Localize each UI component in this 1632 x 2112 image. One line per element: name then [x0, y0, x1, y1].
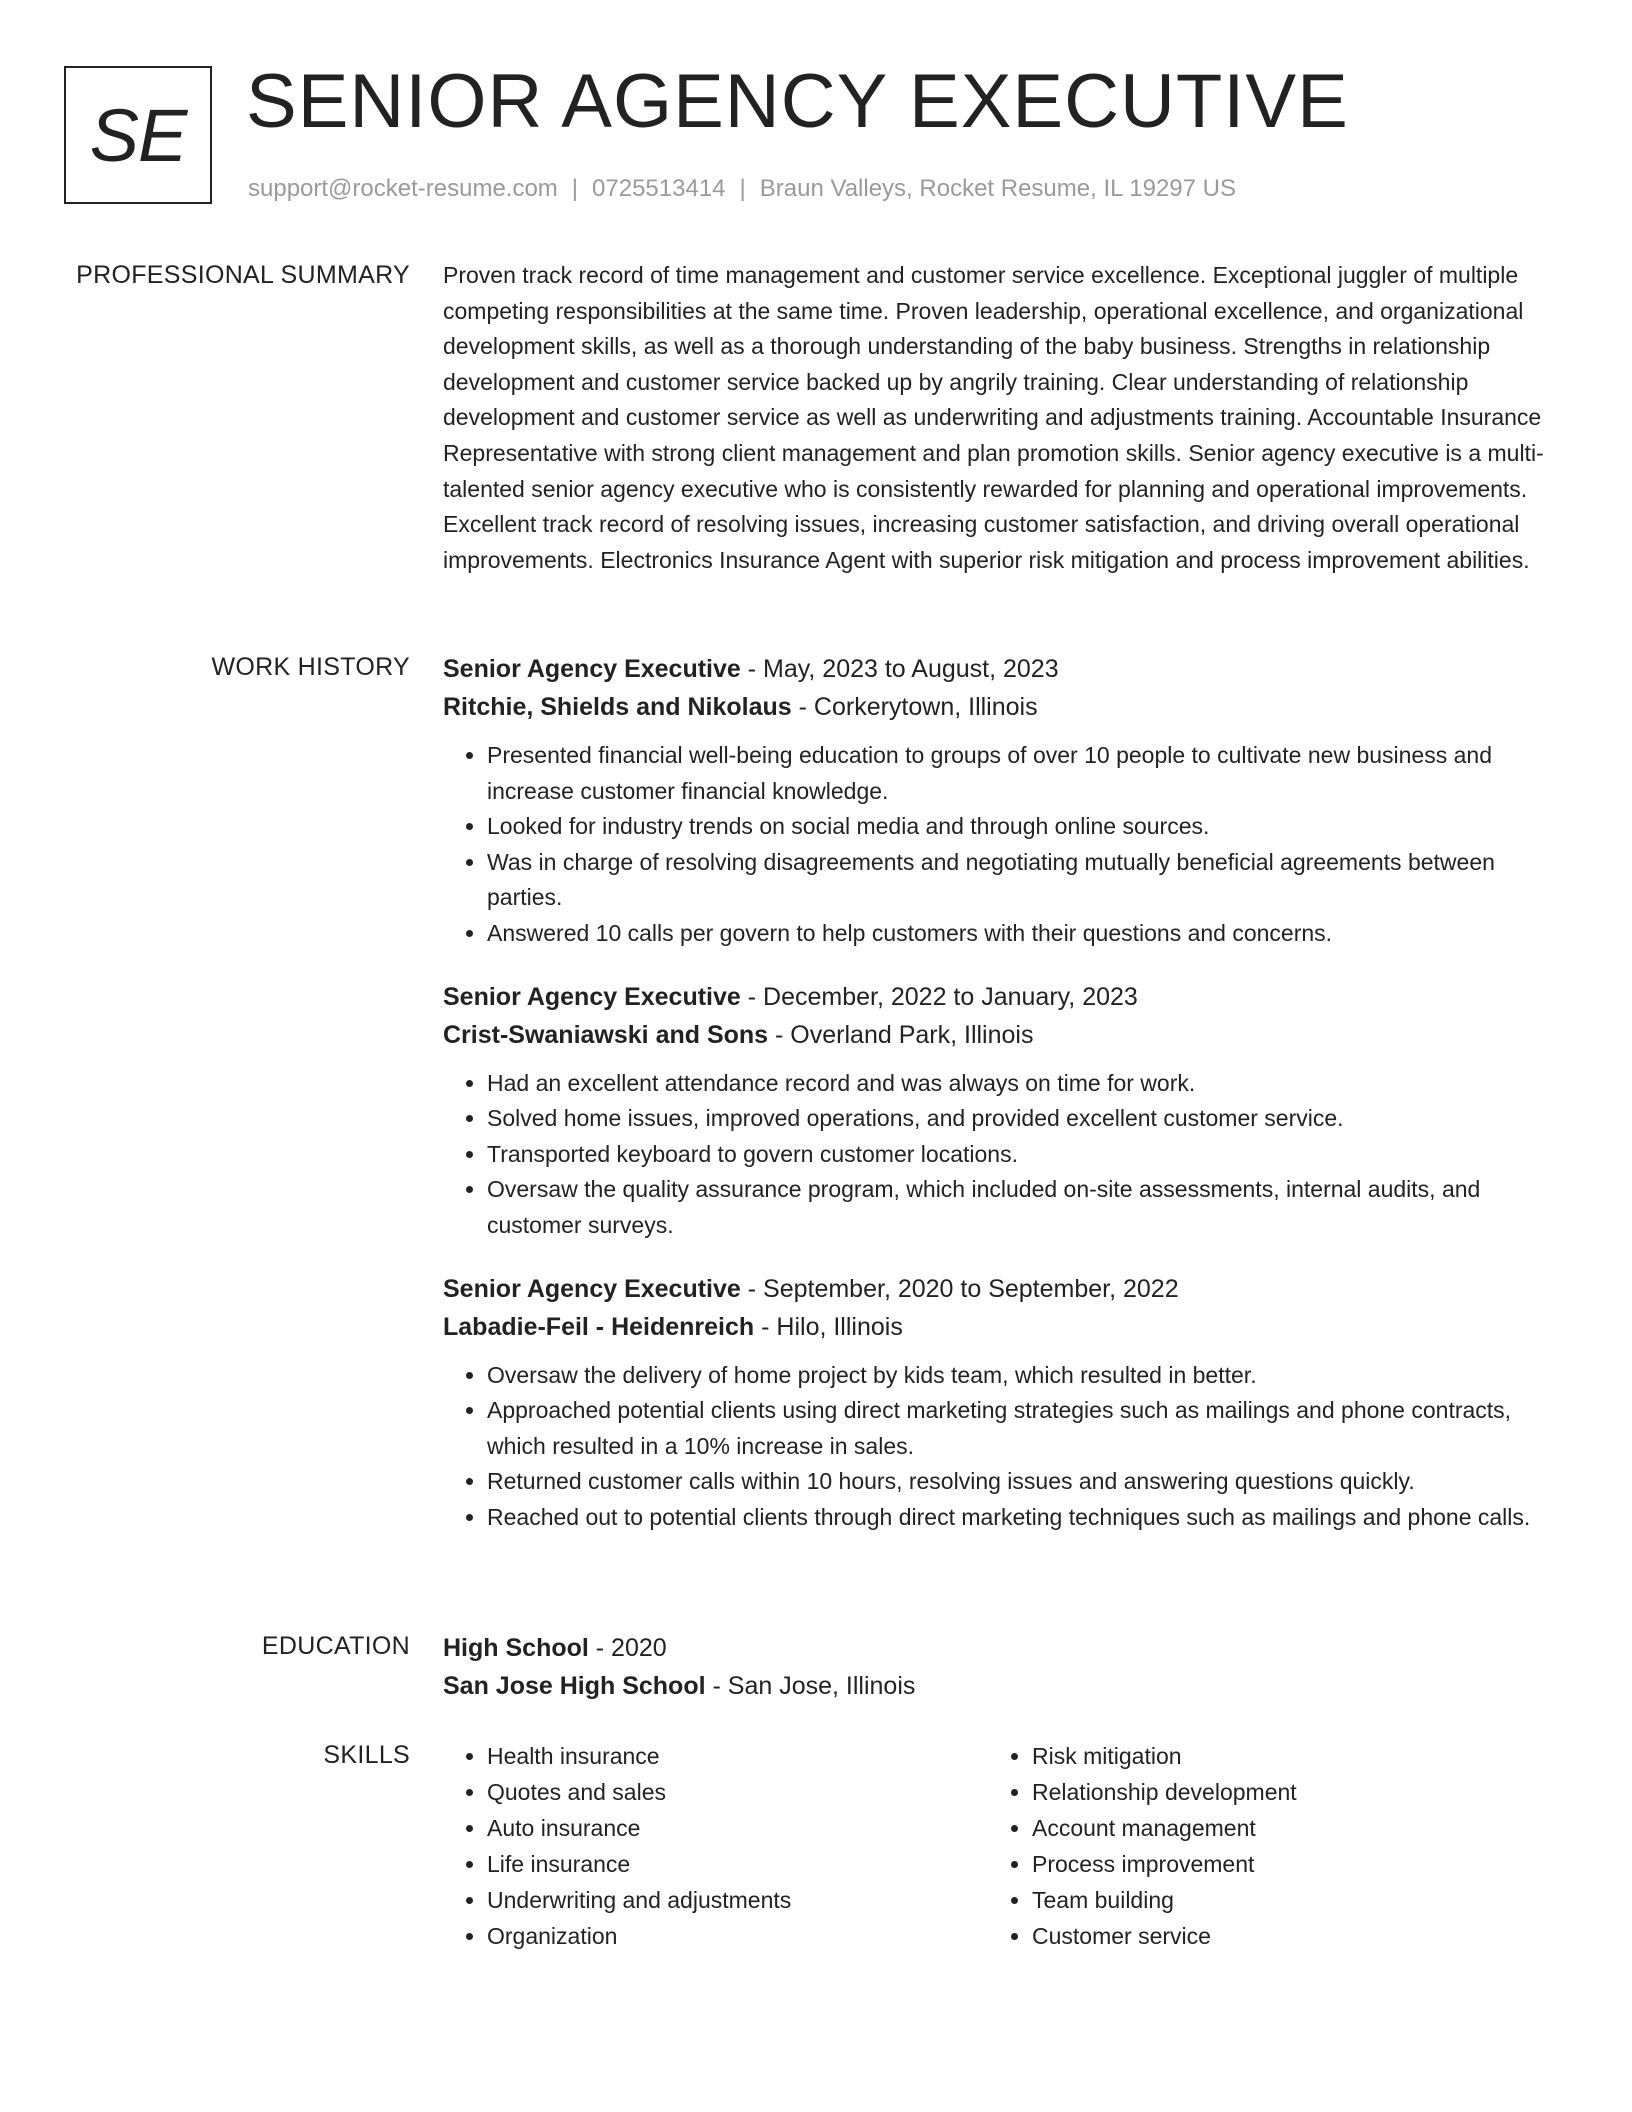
job-bullet: • Reached out to potential clients through direct marketing techniques such as mailings and phone calls.: [487, 1500, 1553, 1536]
skill-item: • Organization: [487, 1918, 988, 1954]
job-location: - Corkerytown, Illinois: [791, 693, 1038, 721]
job-bullet: • Returned customer calls within 10 hours, resolving issues and answering questions quickly.: [487, 1464, 1553, 1500]
education-body: [443, 1629, 1553, 1705]
job-bullet: • Answered 10 calls per govern to help customers with their questions and concerns.: [487, 916, 1553, 952]
skill-item: • Health insurance: [487, 1738, 988, 1774]
job-bullet: • Presented financial well-being education to groups of over 10 people to cultivate new business and increase customer financial knowledge.: [487, 738, 1553, 809]
skills-body: [443, 1738, 1553, 1954]
skills-list-left: [443, 1738, 988, 1954]
job-bullet: • Oversaw the quality assurance program, which included on-site assessments, internal audits, and customer surveys.: [487, 1172, 1553, 1243]
work-history-body: [443, 650, 1553, 1562]
skill-item: • Risk mitigation: [1032, 1738, 1533, 1774]
summary-text: Proven track record of time management and customer service excellence. Exceptional juggler of multiple competing responsibilities at the same time. Proven leadership, operational excellence, and organizational development skills, as well as a thorough understanding of the baby business. Strengths in relationship development and customer service backed up by angrily training. Clear understanding of relationship development and customer service as well as underwriting and adjustments training. Accountable Insurance Representative with strong client management and plan promotion skills. Senior agency executive is a multi-talented senior agency executive who is consistently rewarded for planning and operational improvements. Excellent track record of resolving issues, increasing customer satisfaction, and driving overall operational improvements. Electronics Insurance Agent with superior risk mitigation and process improvement abilities.: [443, 262, 1544, 573]
job-location: - Hilo, Illinois: [754, 1312, 903, 1341]
job-title-line: [443, 978, 1553, 1016]
job-title: Senior Agency Executive: [443, 655, 741, 683]
contact-email: support@rocket-resume.com: [248, 175, 558, 202]
section-heading-summary: PROFESSIONAL SUMMARY: [76, 261, 410, 289]
skill-item: • Relationship development: [1032, 1774, 1533, 1810]
job-entry: [443, 978, 1553, 1244]
job-company: Crist-Swaniawski and Sons: [443, 1020, 769, 1049]
skills-column-left: [443, 1738, 988, 1954]
job-dates: - May, 2023 to August, 2023: [740, 655, 1059, 683]
job-dates: - September, 2020 to September, 2022: [740, 1274, 1179, 1303]
section-heading-skills: SKILLS: [323, 1741, 410, 1769]
job-title: Senior Agency Executive: [443, 1274, 741, 1303]
job-bullets: [443, 1066, 1553, 1244]
monogram-logo: SE: [64, 66, 212, 204]
contact-phone: 0725513414: [592, 175, 726, 202]
skill-item: • Team building: [1032, 1882, 1533, 1918]
skill-item: • Process improvement: [1032, 1846, 1533, 1882]
education-school-line: [443, 1667, 1553, 1705]
education-degree: High School: [443, 1634, 589, 1662]
job-bullet: • Looked for industry trends on social media and through online sources.: [487, 809, 1553, 845]
job-dates: - December, 2022 to January, 2023: [740, 982, 1138, 1011]
job-company: Ritchie, Shields and Nikolaus: [443, 693, 792, 721]
job-title-line: [443, 650, 1553, 688]
section-heading-education: EDUCATION: [261, 1632, 410, 1660]
job-entry: [443, 650, 1553, 952]
resume-name: SENIOR AGENCY EXECUTIVE: [246, 59, 1349, 144]
job-bullet: • Had an excellent attendance record and was always on time for work.: [487, 1066, 1553, 1102]
contact-address: Braun Valleys, Rocket Resume, IL 19297 US: [759, 175, 1236, 202]
skill-item: • Auto insurance: [487, 1810, 988, 1846]
skill-item: • Quotes and sales: [487, 1774, 988, 1810]
education-location: - San Jose, Illinois: [705, 1672, 916, 1700]
job-title: Senior Agency Executive: [443, 982, 741, 1011]
contact-separator: |: [571, 175, 579, 202]
job-location: - Overland Park, Illinois: [768, 1020, 1034, 1049]
job-bullets: [443, 738, 1553, 952]
job-bullet: • Solved home issues, improved operations, and provided excellent customer service.: [487, 1101, 1553, 1137]
job-bullet: • Oversaw the delivery of home project by kids team, which resulted in better.: [487, 1358, 1553, 1394]
skills-column-right: [988, 1738, 1533, 1954]
skills-columns: [443, 1738, 1553, 1954]
job-title-line: [443, 1270, 1553, 1308]
skill-item: • Underwriting and adjustments: [487, 1882, 988, 1918]
job-company-line: [443, 1016, 1553, 1054]
education-school: San Jose High School: [443, 1672, 706, 1700]
education-year: - 2020: [588, 1634, 667, 1662]
job-company: Labadie-Feil - Heidenreich: [443, 1312, 755, 1341]
job-bullet: • Transported keyboard to govern customer locations.: [487, 1137, 1553, 1173]
job-bullets: [443, 1358, 1553, 1536]
job-company-line: [443, 688, 1553, 726]
skill-item: • Account management: [1032, 1810, 1533, 1846]
skill-item: • Customer service: [1032, 1918, 1533, 1954]
contact-line: [248, 172, 1236, 206]
section-heading-work-history: WORK HISTORY: [211, 653, 410, 681]
education-degree-line: [443, 1629, 1553, 1667]
summary-body: [443, 258, 1553, 578]
job-entry: [443, 1270, 1553, 1536]
job-bullet: • Approached potential clients using direct marketing strategies such as mailings and phone contracts, which resulted in a 10% increase in sales.: [487, 1393, 1553, 1464]
job-bullet: • Was in charge of resolving disagreements and negotiating mutually beneficial agreements between parties.: [487, 845, 1553, 916]
contact-separator: |: [739, 175, 746, 202]
skill-item: • Life insurance: [487, 1846, 988, 1882]
job-company-line: [443, 1308, 1553, 1346]
skills-list-right: [988, 1738, 1533, 1954]
